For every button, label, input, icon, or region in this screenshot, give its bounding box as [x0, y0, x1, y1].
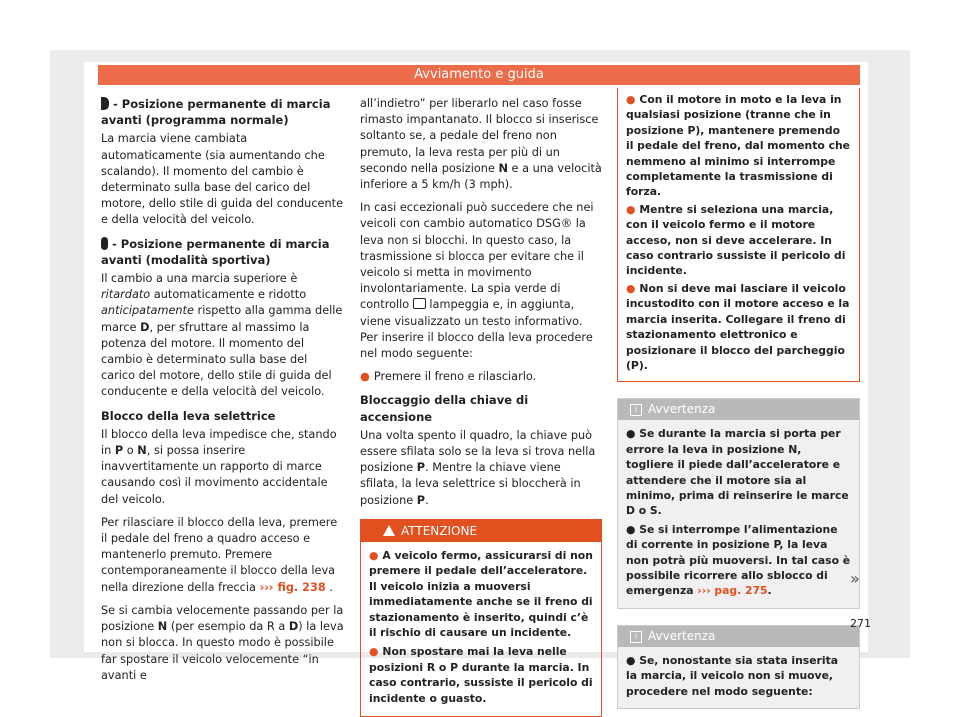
- info-icon: i: [630, 404, 642, 416]
- warning-item: ● Con il motore in moto e la leva in qualsiasi posizione (tranne che in posizione P), mantenere premendo il pedale del freno, dal momento che nemmeno al minimo si interrompe completamente la trasmissione di forza.: [626, 93, 850, 199]
- column-3: [617, 93, 860, 709]
- pag-275-link[interactable]: ››› pag. 275: [697, 584, 768, 598]
- bullet-item: ● Premere il freno e rilasciarlo.: [360, 370, 537, 384]
- note-header: i Avvertenza: [618, 399, 859, 420]
- key-heading: Bloccaggio della chiave di accensione: [360, 393, 529, 424]
- lock-heading: Blocco della leva selettrice: [101, 408, 276, 423]
- lever-lock-warning-icon: [413, 298, 426, 309]
- warning-header: ATTENZIONE: [361, 520, 601, 542]
- key-text: Una volta spento il quadro, la chiave può essere sfilata solo se la leva si trova nella posizione P. Mentre la chiave viene sfilata, la leva selettrice si bloccherà in posizione P.: [360, 428, 596, 507]
- s-heading: - Posizione permanente di marcia avanti (modalità sportiva): [101, 236, 330, 267]
- p1-text: all’indietro” per liberarlo nel caso fosse rimasto impantanato. Il blocco si inserisce soltanto se, a pedale del freno non premuto, la leva resta per più di un secondo nella posizione N e a una velocità inferiore a 5 km/h (3 mph).: [360, 97, 602, 192]
- warning-item: ● Non si deve mai lasciare il veicolo incustodito con il motore acceso e la marcia inserita. Collegare il freno di stazionamento elettronico e posizionare il blocco del parcheggio (P).: [626, 281, 850, 372]
- note-item: ● Se durante la marcia si porta per errore la leva in posizione N, togliere il piede dall’acceleratore e attendere che il motore sia al minimo, prima di reinserire le marce D o S.: [626, 427, 849, 518]
- note-box-2: [617, 625, 860, 709]
- warning-triangle-icon: [383, 525, 395, 536]
- d-heading: - Posizione permanente di marcia avanti (programma normale): [101, 97, 331, 128]
- warning-item: ● Mentre si seleziona una marcia, con il veicolo fermo e il motore acceso, non si deve accelerare. In caso contrario sussiste il pericolo di incidente.: [626, 202, 846, 278]
- bullet-icon: ●: [369, 645, 379, 659]
- bullet-icon: ●: [626, 202, 636, 216]
- note-item: ● Se si interrompe l’alimentazione di corrente in posizione P, la leva non potrà più muoversi. In tal caso è possibile ricorrere allo sblocco di emergenza ››› pag. 275.: [626, 522, 851, 598]
- bullet-icon: ●: [626, 281, 636, 295]
- note-header: i Avvertenza: [618, 626, 859, 647]
- section-header: Avviamento e guida: [98, 65, 860, 85]
- warning-item: ● A veicolo fermo, assicurarsi di non premere il pedale dell’acceleratore. Il veicolo inizia a muoversi immediatamente anche se il freno di stazionamento è inserito, quindi c’è il rischio di causare un incidente.: [369, 548, 593, 639]
- note-body: [618, 420, 859, 607]
- gear-d-icon: [101, 97, 109, 110]
- note-box-1: [617, 398, 860, 608]
- column-1: [101, 96, 344, 691]
- warning-box: [360, 519, 602, 717]
- s-text: Il cambio a una marcia superiore è ritardato automaticamente e ridotto anticipatamente rispetto alla gamma delle marce D, per sfruttare al massimo la potenza del motore. Il momento del cambio è determinato sulla base del carico del motore, dello stile di guida del conducente e della velocità del veicolo.: [101, 272, 343, 399]
- bullet-icon: ●: [369, 548, 379, 562]
- info-icon: i: [630, 631, 642, 643]
- gear-s-icon: [101, 237, 108, 250]
- page-number: 271: [850, 617, 871, 630]
- lock-text: Il blocco della leva impedisce che, stando in P o N, si possa inserire inavvertitamente un rapporto di marce causando così il movimento accidentale del veicolo.: [101, 427, 337, 506]
- fig-238-link[interactable]: ››› fig. 238: [259, 580, 326, 594]
- continue-arrow-icon: »: [850, 569, 860, 588]
- bullet-icon: ●: [360, 370, 370, 384]
- warning-continuation-box: [617, 88, 860, 382]
- d-text: La marcia viene cambiata automaticamente (sia aumentando che scalando). Il momento del cambio è determinato sulla base del carico del motore, dello stile di guida del conducente e della velocità del veicolo.: [101, 132, 344, 227]
- bullet-icon: ●: [626, 93, 636, 106]
- p2-text: In casi eccezionali può succedere che nei veicoli con cambio automatico DSG® la leva non si blocchi. In questo caso, la trasmissione si blocca per evitare che il veicolo si metta in movimento involontariamente. La spia verde di controllo lampeggia e, in aggiunta, viene visualizzato un testo informativo. Per inserire il blocco della leva procedere nel modo seguente:: [360, 201, 594, 361]
- fast-text: Se si cambia velocemente passando per la posizione N (per esempio da R a D) la leva non si blocca. In questo modo è possibile far spostare il veicolo velocemente “in avanti e: [101, 603, 344, 682]
- note-item: ● Se, nonostante sia stata inserita la marcia, il veicolo non si muove, procedere nel modo seguente:: [626, 653, 839, 698]
- release-text: Per rilasciare il blocco della leva, premere il pedale del freno a quadro acceso e mantenerlo premuto. Premere contemporaneamente il blocco della leva nella direzione della freccia ››› fig. 238 .: [101, 515, 338, 594]
- column-2: [360, 96, 602, 717]
- warning-body: [361, 542, 601, 716]
- warning-item: ● Non spostare mai la leva nelle posizioni R o P durante la marcia. In caso contrario, sussiste il pericolo di incidente o guasto.: [369, 645, 593, 705]
- note-body: [618, 647, 859, 708]
